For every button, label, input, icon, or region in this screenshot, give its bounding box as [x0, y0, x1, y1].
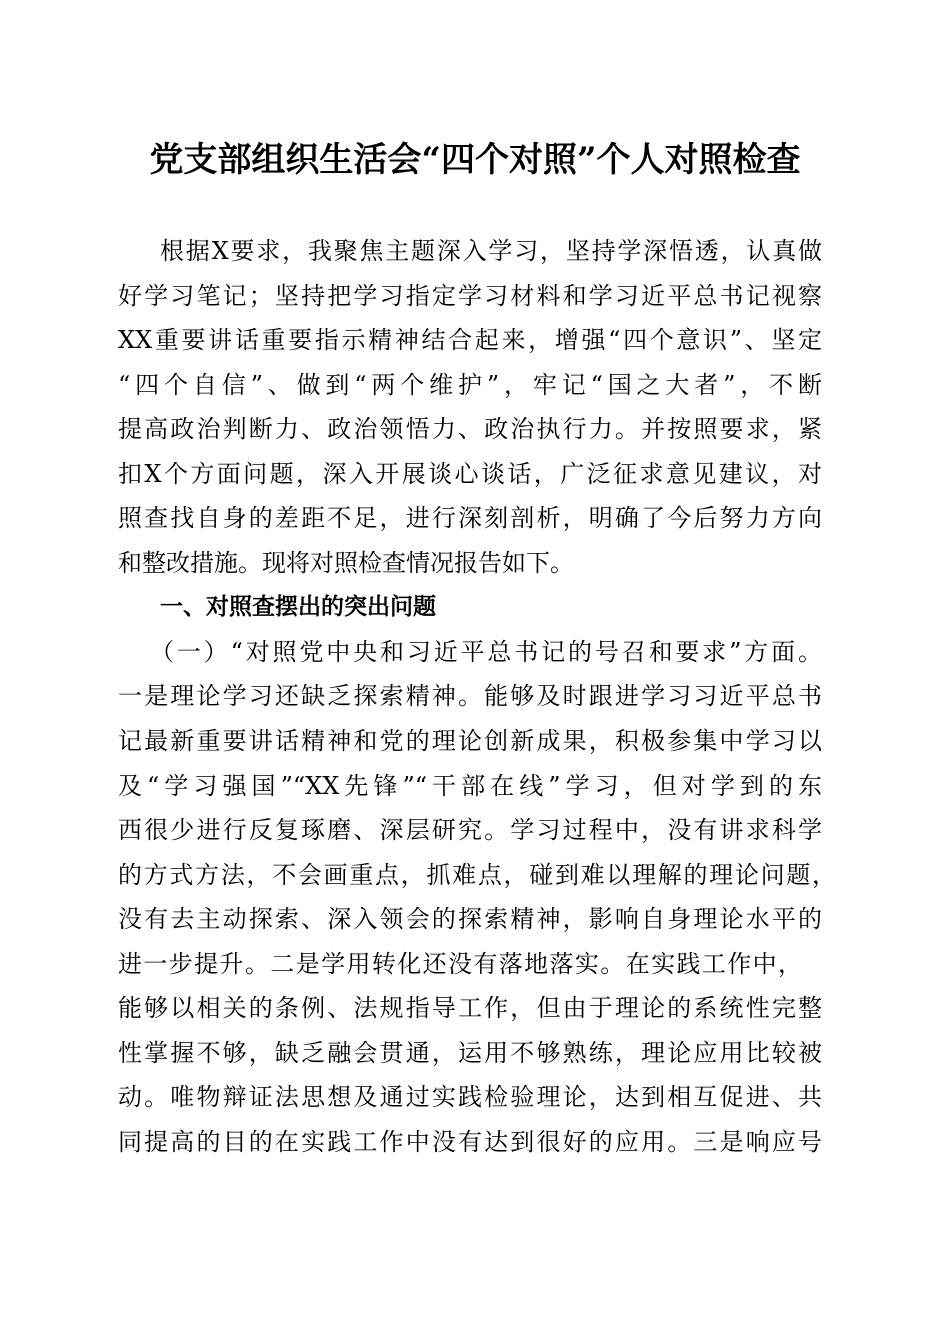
paragraph-line: 扣X个方面问题，深入开展谈心谈话，广泛征求意见建议，对 [118, 459, 822, 488]
paragraph-line: 及“学习强国”“XX先锋”“干部在线”学习，但对学到的东 [118, 771, 822, 800]
paragraph-line: 的方式方法，不会画重点，抓难点，碰到难以理解的理论问题， [118, 860, 836, 889]
document-title: 党支部组织生活会“四个对照”个人对照检查 [149, 140, 801, 180]
document-body [118, 229, 836, 1164]
paragraph-line: 能够以相关的条例、法规指导工作，但由于理论的系统性完整 [118, 994, 822, 1023]
paragraph-line: 照查找自身的差距不足，进行深刻剖析，明确了今后努力方向 [118, 504, 822, 533]
paragraph-line: 进一步提升。二是学用转化还没有落地落实。在实践工作中， [118, 949, 802, 978]
paragraph-line: 提高政治判断力、政治领悟力、政治执行力。并按照要求，紧 [118, 415, 822, 444]
section-heading: 一、对照查摆出的突出问题 [160, 594, 436, 621]
paragraph-line: 同提高的目的在实践工作中没有达到很好的应用。三是响应号 [118, 1127, 822, 1156]
paragraph-line: 性掌握不够，缺乏融会贯通，运用不够熟练，理论应用比较被 [118, 1038, 822, 1067]
paragraph-line: 没有去主动探索、深入领会的探索精神，影响自身理论水平的 [118, 905, 822, 934]
paragraph-line: 西很少进行反复琢磨、深层研究。学习过程中，没有讲求科学 [118, 816, 822, 845]
paragraph-line: 好学习笔记；坚持把学习指定学习材料和学习近平总书记视察 [118, 281, 822, 310]
paragraph-line: 一是理论学习还缺乏探索精神。能够及时跟进学习习近平总书 [118, 682, 822, 711]
paragraph-line: 根据X要求，我聚焦主题深入学习，坚持学深悟透，认真做 [160, 237, 822, 265]
paragraph-line: 动。唯物辩证法思想及通过实践检验理论，达到相互促进、共 [118, 1083, 822, 1112]
paragraph-line: 记最新重要讲话精神和党的理论创新成果，积极参集中学习以 [118, 727, 822, 756]
subsection-heading: （一）“对照党中央和习近平总书记的号召和要求”方面。 [150, 637, 822, 666]
paragraph-line: XX重要讲话重要指示精神结合起来，增强“四个意识”、坚定 [118, 326, 822, 355]
paragraph-line: “四个自信”、做到“两个维护”，牢记“国之大者”，不断 [118, 370, 822, 399]
paragraph-line: 和整改措施。现将对照检查情况报告如下。 [118, 548, 574, 577]
